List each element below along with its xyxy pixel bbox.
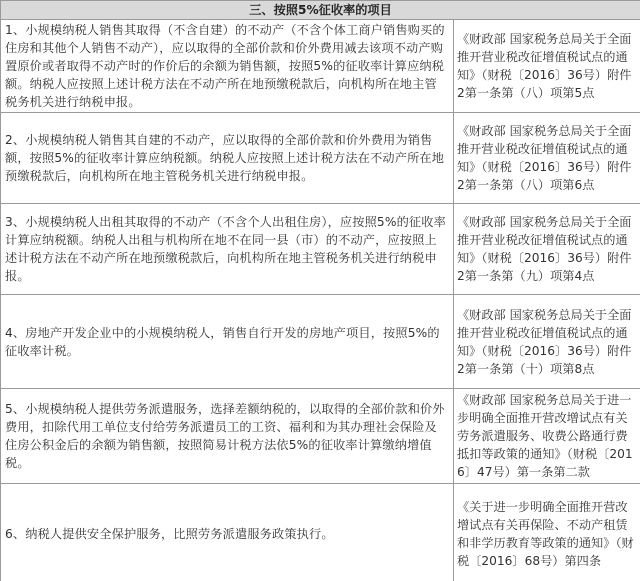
table-row bbox=[1, 204, 640, 295]
table-row bbox=[1, 295, 640, 389]
row-description: 3、小规模纳税人出租其取得的不动产（不含个人出租住房），应按照5%的征收率计算应纳税额。纳税人出租与机构所在地不在同一县（市）的不动产，应按照上述计税方法在不动产所在地预缴税款后，向机构所在地主管税务机关进行纳税申报。 bbox=[1, 204, 454, 295]
table-row bbox=[1, 20, 640, 113]
table-row bbox=[1, 113, 640, 204]
section-title: 三、按照5%征收率的项目 bbox=[1, 1, 640, 20]
row-source: 《财政部 国家税务总局关于全面推开营业税改征增值税试点的通知》（财税〔2016〕36号）附件2第一条第（八）项第6点 bbox=[454, 113, 640, 204]
row-source: 《关于进一步明确全面推开营改增试点有关再保险、不动产租赁和非学历教育等政策的通知》（财税〔2016〕68号）第四条 bbox=[454, 484, 640, 581]
row-description: 5、小规模纳税人提供劳务派遣服务，选择差额纳税的，以取得的全部价款和价外费用，扣除代用工单位支付给劳务派遣员工的工资、福利和为其办理社会保险及住房公积金后的余额为销售额，按照简易计税方法依5%的征收率计算缴纳增值税。 bbox=[1, 389, 454, 484]
row-source: 《财政部 国家税务总局关于全面推开营业税改征增值税试点的通知》（财税〔2016〕36号）附件2第一条第（十）项第8点 bbox=[454, 295, 640, 389]
row-description: 2、小规模纳税人销售其自建的不动产，应以取得的全部价款和价外费用为销售额，按照5%的征收率计算应纳税额。纳税人应按照上述计税方法在不动产所在地预缴税款后，向机构所在地主管税务机关进行纳税申报。 bbox=[1, 113, 454, 204]
table-row bbox=[1, 389, 640, 484]
row-source: 《财政部 国家税务总局关于全面推开营业税改征增值税试点的通知》（财税〔2016〕36号）附件2第一条第（九）项第4点 bbox=[454, 204, 640, 295]
section-header-row bbox=[1, 1, 640, 20]
row-source: 《财政部 国家税务总局关于进一步明确全面推开营改增试点有关劳务派遣服务、收费公路通行费抵扣等政策的通知》（财税〔2016〕47号）第一条第二款 bbox=[454, 389, 640, 484]
row-description: 1、小规模纳税人销售其取得（不含自建）的不动产（不含个体工商户销售购买的住房和其他个人销售不动产），应以取得的全部价款和价外费用减去该项不动产购置原价或者取得不动产时的作价后的余额为销售额，按照5%的征收率计算应纳税额。纳税人应按照上述计税方法在不动产所在地预缴税款后，向机构所在地主管税务机关进行纳税申报。 bbox=[1, 20, 454, 113]
table-row bbox=[1, 484, 640, 581]
row-description: 6、纳税人提供安全保护服务，比照劳务派遣服务政策执行。 bbox=[1, 484, 454, 581]
row-description: 4、房地产开发企业中的小规模纳税人，销售自行开发的房地产项目，按照5%的征收率计税。 bbox=[1, 295, 454, 389]
row-source: 《财政部 国家税务总局关于全面推开营业税改征增值税试点的通知》（财税〔2016〕36号）附件2第一条第（八）项第5点 bbox=[454, 20, 640, 113]
